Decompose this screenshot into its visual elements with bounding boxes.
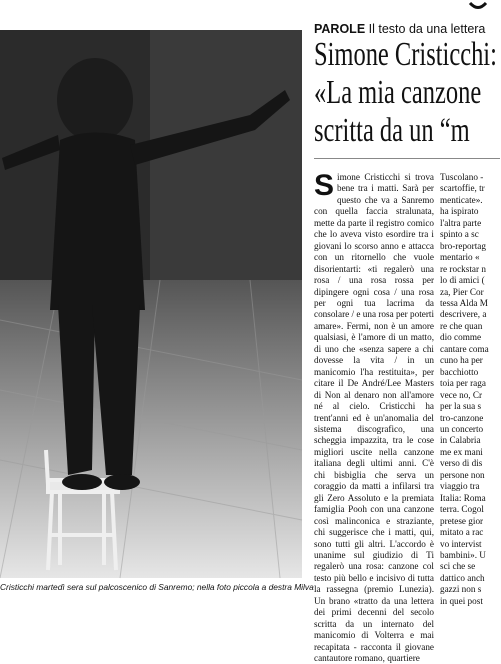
dropcap: S [314,169,335,202]
column-2-line: bro-reportag [440,240,486,251]
column-2-line: viaggio tra [440,481,480,492]
column-2-line: un concerto [440,423,484,434]
column-2-line: vo intervist [440,538,482,549]
column-2-line: lo di amici ( [440,275,485,286]
column-2-line: vece no, Cr [440,389,483,400]
article-column-1 [314,169,434,664]
column-2-line: scartoffie, tr [440,183,485,194]
column-2-line: cantare coma [440,343,489,354]
headline-line-3: scritta da un “m [314,112,470,149]
column-2-line: pretese gior [440,515,484,526]
column-2-line: Tuscolano - [440,172,484,182]
top-strip [320,0,500,10]
column-2-line: descrivere, a [440,309,487,320]
column-2-line: in quei post [440,595,483,606]
headline-line-1: Simone Cristicchi: [314,36,497,73]
column-2-line: in Calabria [440,435,481,446]
column-2-line: dio comme [440,332,482,343]
column-2-line: menticate». [440,194,483,205]
column-2-line: toia per raga [440,378,486,389]
column-2-line: dattico anch [440,572,485,583]
column-2-line: per la sua s [440,401,482,412]
column-2-line: mitato a rac [440,527,484,538]
column-2-line: cuno ha per [440,355,483,366]
column-2-line: Italia: Roma [440,492,486,503]
column-2-line: verso di dis [440,458,483,469]
kicker-text: Il testo da una lettera [365,22,486,36]
kicker [314,22,500,36]
column-2-line: gazzi non s [440,584,482,595]
column-2-line: spinto a sc [440,229,479,240]
column-1-text: imone Cristicchi si trova bene tra i matti. Sarà per questo che va a Sanremo con quella faccia stralunata, mette da parte il registro comico che lo aveva visto esordire tra i giovani lo scorso anno e attacca con un ritornello che vuole disorientarti: «ti regalerò una rosa / una rosa rossa per dipingere ogni cosa / una rosa per ogni tua lacrima da consolare / e una rosa per poterti amare». Fermi, non è un amore qualsiasi, è l'amore di un matto, di uno che «senza sapere a chi dovesse la vita / in un manicomio l'ha restituita», per citare il De André/Lee Masters di Non al denaro non all'amore né al cielo. Cristicchi ha trent'anni ed è un'anomalia del sistema discografico, una scheggia impazzita, tra le cose migliori uscite nella canzone italiana degli ultimi anni. C'è chi bisbiglia che serva un coraggio da matti a infilarsi tra gli Zero Assoluto e la premiata famiglia Pooh con una canzone così malinconica e straziante, chi suggerisce che i matti, qui, sono tutti gli altri. L'accordo è unanime sul giudizio di Ti regalerò una rosa: canzone col testo più bello e incisivo di tutta la rassegna (premio Lunezia). Un brano «tratto da una lettera dei primi decenni del secolo scritta da un internato del manicomio di Volterra e mai recapitata - racconta il giovane cantautore romano, quartiere [314,172,434,664]
kicker-label: PAROLE [314,22,366,36]
article-photo [0,30,302,578]
column-2-line: ha ispirato [440,206,479,217]
column-2-line: tessa Alda M [440,297,488,308]
column-2-line: bambini». U [440,549,486,560]
article-column-2 [440,172,500,606]
column-2-line: tro-canzone [440,412,484,423]
column-2-line: l'altra parte [440,217,482,228]
column-2-line: me ex mani [440,446,483,457]
headline-line-2: «La mia canzone [314,74,482,111]
column-2-line: persone non [440,469,485,480]
column-2-line: mentario « [440,252,480,263]
column-2-line: sci che se [440,561,476,572]
photo-caption: Cristicchi martedì sera sul palcoscenico di Sanremo; nella foto piccola a destra Milva [0,582,314,592]
column-2-line: re rockstar n [440,263,486,274]
divider [314,158,500,159]
column-2-line: terra. Cogol [440,504,484,515]
column-2-line: za, Pier Cor [440,286,484,297]
headline [314,36,501,156]
column-2-line: re che quan [440,320,483,331]
column-2-line: bacchiotto [440,366,479,377]
